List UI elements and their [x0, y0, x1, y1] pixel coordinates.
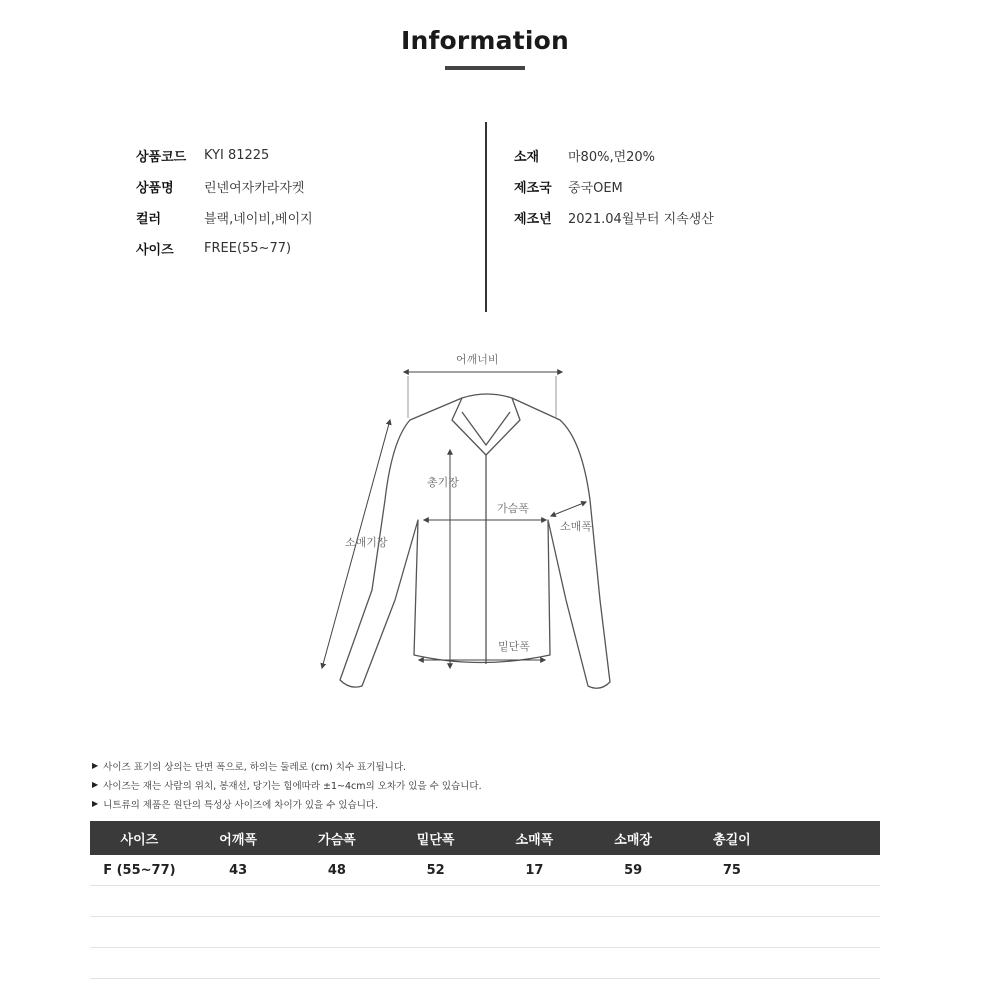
label-sleeve-width: 소매폭 — [560, 520, 592, 533]
info-key: 제조국 — [514, 181, 552, 196]
table-cell — [90, 886, 880, 917]
info-row-product-name — [136, 171, 313, 202]
info-value: 린넨여자카라자켓 — [204, 181, 305, 196]
info-value: 2021.04월부터 지속생산 — [568, 212, 714, 227]
info-row-product-code — [136, 140, 313, 171]
info-value: 중국OEM — [568, 181, 623, 196]
product-info-right — [514, 140, 714, 233]
label-hem: 밑단폭 — [498, 640, 530, 653]
triangle-bullet-icon: ▶ — [92, 780, 99, 789]
measurement-diagram — [300, 345, 640, 699]
info-value: 마80%,면20% — [568, 150, 656, 165]
header-shoulder: 어깨폭 — [189, 821, 288, 855]
note-text: 사이즈는 재는 사람의 위치, 봉재선, 당기는 힘에따라 ±1~4cm의 오차가 있을 수 있습니다. — [103, 780, 482, 792]
info-value: KYI 81225 — [204, 148, 270, 163]
title-underline — [445, 66, 525, 70]
label-total-length: 총기장 — [427, 476, 459, 489]
note-text: 니트류의 제품은 원단의 특성상 사이즈에 차이가 있을 수 있습니다. — [103, 799, 379, 811]
table-cell — [90, 917, 880, 948]
table-row-empty — [90, 917, 880, 948]
header-size: 사이즈 — [90, 821, 189, 855]
note-item — [92, 794, 482, 813]
info-value: FREE(55~77) — [204, 241, 292, 256]
header-sleeve-width: 소매폭 — [485, 821, 584, 855]
size-table — [90, 821, 880, 979]
info-key: 제조년 — [514, 212, 552, 227]
info-key: 상품코드 — [136, 150, 187, 165]
table-header-row — [90, 821, 880, 855]
info-row-material — [514, 140, 714, 171]
table-row-empty — [90, 886, 880, 917]
table-cell: F (55~77) — [90, 855, 189, 886]
info-key: 상품명 — [136, 181, 174, 196]
label-sleeve-length: 소매기장 — [345, 536, 388, 549]
table-cell: 59 — [584, 855, 683, 886]
info-value: 블랙,네이비,베이지 — [204, 212, 313, 227]
table-cell: 75 — [683, 855, 782, 886]
info-row-country — [514, 171, 714, 202]
info-key: 컬러 — [136, 212, 162, 227]
info-divider — [485, 122, 487, 312]
info-row-year — [514, 202, 714, 233]
note-text: 사이즈 표기의 상의는 단면 폭으로, 하의는 둘레로 (cm) 치수 표기됩니다. — [103, 761, 407, 773]
table-cell: 17 — [485, 855, 584, 886]
table-cell — [90, 948, 880, 979]
size-notes — [92, 756, 482, 813]
info-row-color — [136, 202, 313, 233]
triangle-bullet-icon: ▶ — [92, 761, 99, 770]
note-item — [92, 775, 482, 794]
header-chest: 가슴폭 — [288, 821, 387, 855]
header-hem: 밑단폭 — [386, 821, 485, 855]
label-shoulder: 어깨너비 — [456, 353, 499, 366]
table-cell: 52 — [386, 855, 485, 886]
info-key: 소재 — [514, 150, 540, 165]
header-sleeve-length: 소매장 — [584, 821, 683, 855]
header-spacer — [781, 821, 880, 855]
table-cell — [781, 855, 880, 886]
jacket-diagram-svg — [300, 345, 640, 695]
note-item — [92, 756, 482, 775]
info-row-size — [136, 233, 313, 264]
label-chest: 가슴폭 — [497, 502, 529, 515]
table-row-empty — [90, 948, 880, 979]
product-info-left — [136, 140, 313, 264]
info-key: 사이즈 — [136, 243, 174, 258]
triangle-bullet-icon: ▶ — [92, 799, 99, 808]
page-title: Information — [400, 26, 570, 55]
table-cell: 43 — [189, 855, 288, 886]
header-total-length: 총길이 — [683, 821, 782, 855]
table-cell: 48 — [288, 855, 387, 886]
table-row — [90, 855, 880, 886]
